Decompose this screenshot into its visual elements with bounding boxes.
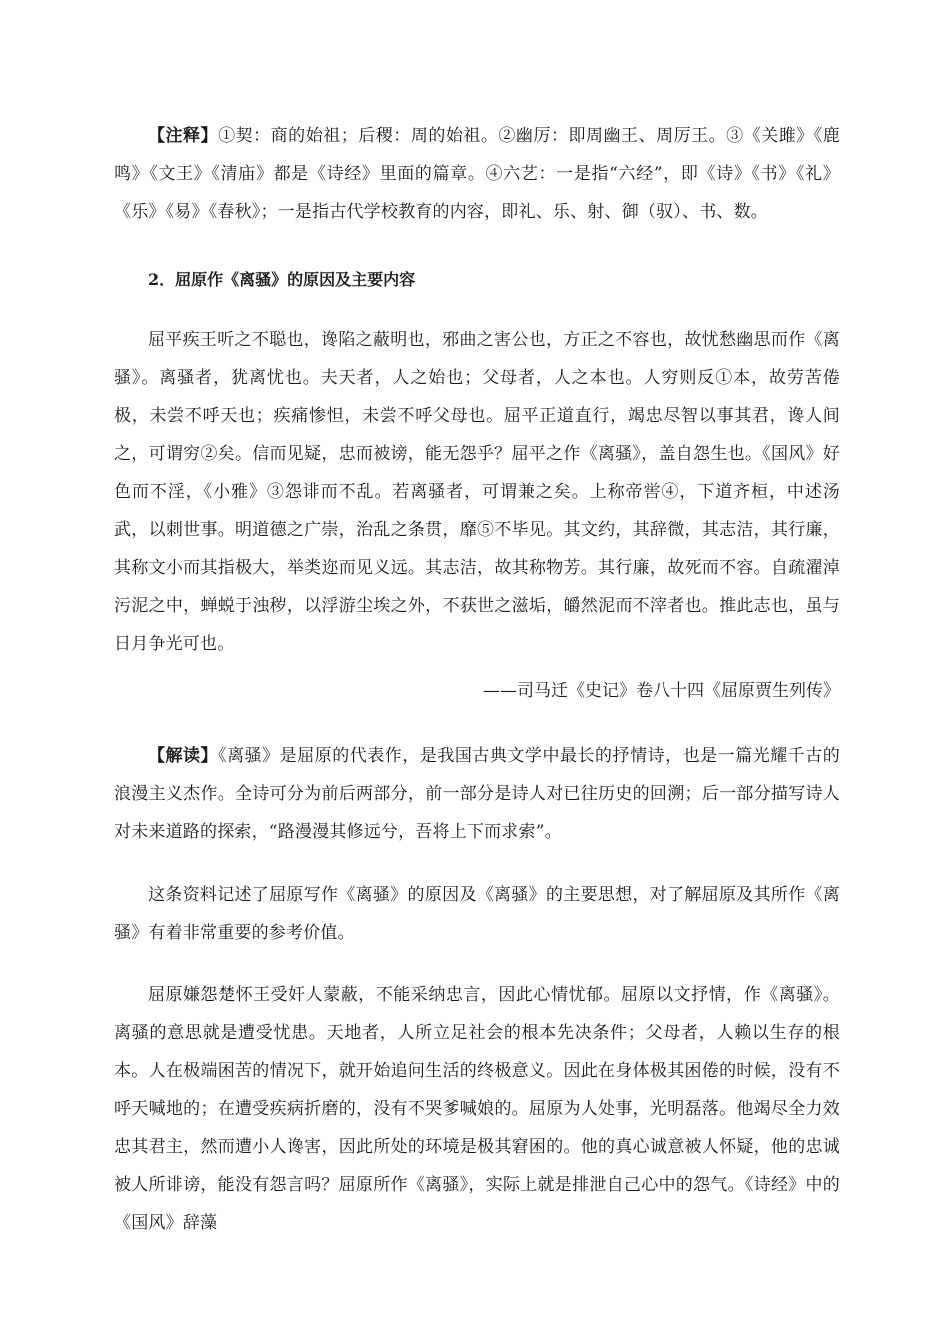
interpretation-paragraph-2: 这条资料记述了屈原写作《离骚》的原因及《离骚》的主要思想，对了解屈原及其所作《离骚》有着非常重要的参考价值。	[114, 885, 840, 943]
interpretation-paragraph-3: 屈原嫌怨楚怀王受奸人蒙蔽，不能采纳忠言，因此心情忧郁。屈原以文抒情，作《离骚》。离骚的意思就是遭受忧患。天地者，人所立足社会的根本先决条件；父母者，人赖以生存的根本。人在极端困苦的情况下，就开始追问生活的终极意义。因此在身体极其困倦的时候，没有不呼天喊地的；在遭受疾病折磨的，没有不哭爹喊娘的。屈原为人处事，光明磊落。他竭尽全力效忠其君主，然而遭小人谗害，因此所处的环境是极其窘困的。他的真心诚意被人怀疑，他的忠诚被人所诽谤，能没有怨言吗？屈原所作《离骚》，实际上就是排泄自己心中的怨气。《诗经》中的《国风》辞藻	[114, 985, 840, 1233]
notes-label: 【注释】	[148, 126, 219, 146]
interpretation-label: 【解读】	[148, 746, 219, 766]
interpretation-paragraph	[114, 737, 840, 851]
interpretation-text: 《离骚》是屈原的代表作，是我国古典文学中最长的抒情诗，也是一篇光耀千古的浪漫主义杰作。全诗可分为前后两部分，前一部分是诗人对已往历史的回溯；后一部分描写诗人对未来道路的探索，“路漫漫其修远兮，吾将上下而求索”。	[114, 746, 840, 842]
notes-paragraph	[114, 117, 840, 231]
notes-text: ①契：商的始祖；后稷：周的始祖。②幽厉：即周幽王、周厉王。③《关雎》《鹿鸣》《文王》《清庙》都是《诗经》里面的篇章。④六艺：一是指“六经”，即《诗》《书》《礼》《乐》《易》《春秋》；一是指古代学校教育的内容，即礼、乐、射、御（驭）、书、数。	[114, 126, 840, 222]
passage-source: ——司马迁《史记》卷八十四《屈原贾生列传》	[483, 681, 840, 701]
section-heading: 2．屈原作《离骚》的原因及主要内容	[148, 270, 416, 289]
passage-paragraph: 屈平疾王听之不聪也，谗陷之蔽明也，邪曲之害公也，方正之不容也，故忧愁幽思而作《离骚》。离骚者，犹离忧也。夫天者，人之始也；父母者，人之本也。人穷则反①本，故劳苦倦极，未尝不呼天也；疾痛惨怛，未尝不呼父母也。屈平正道直行，竭忠尽智以事其君，谗人间之，可谓穷②矣。信而见疑，忠而被谤，能无怨乎？屈平之作《离骚》，盖自怨生也。《国风》好色而不淫，《小雅》③怨诽而不乱。若离骚者，可谓兼之矣。上称帝喾④，下道齐桓，中述汤武，以刺世事。明道德之广崇，治乱之条贯，靡⑤不毕见。其文约，其辞微，其志洁，其行廉，其称文小而其指极大，举类迩而见义远。其志洁，故其称物芳。其行廉，故死而不容。自疏濯淖污泥之中，蝉蜕于浊秽，以浮游尘埃之外，不获世之滋垢，皭然泥而不滓者也。推此志也，虽与日月争光可也。	[114, 330, 840, 654]
